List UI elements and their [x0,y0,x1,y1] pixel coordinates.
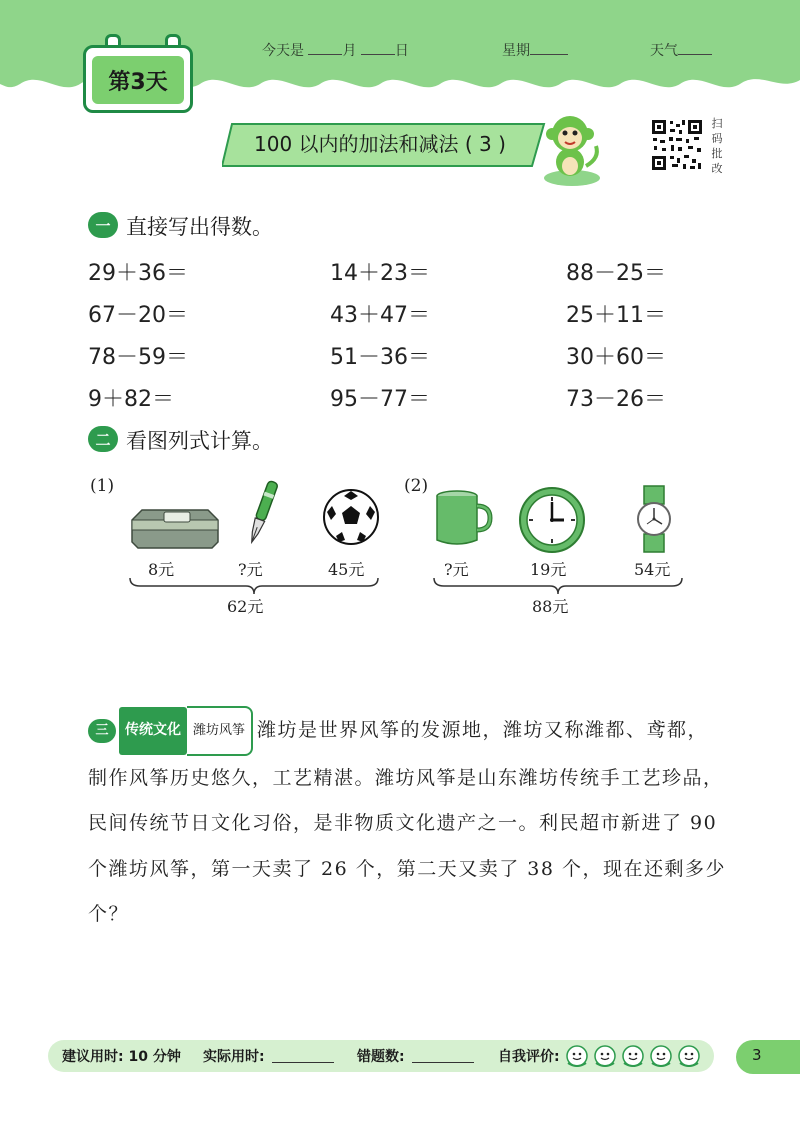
date-label: 日 [394,43,409,59]
wristwatch-icon [634,484,674,554]
page-number-tab [736,1040,800,1074]
equation: 30＋60＝ [566,345,666,370]
equation: 78－59＝ [88,345,188,370]
equation: 73－26＝ [566,387,666,412]
equation: 14＋23＝ [330,261,430,286]
price-label: 54元 [634,560,671,579]
equation: 9＋82＝ [88,387,174,412]
culture-tag: 传统文化 [119,707,187,755]
wall-clock-icon [518,486,586,554]
actual-time-label: 实际用时: [203,1049,265,1065]
weekday-label: 星期 [502,43,530,59]
month-label: 月 [342,43,357,59]
section-2-title: 看图列式计算。 [126,429,273,453]
equation: 67－20＝ [88,303,188,328]
price-label: 8元 [148,560,175,579]
rating-face-icon[interactable] [622,1045,644,1067]
month-blank[interactable] [308,40,342,55]
qr-code-icon[interactable] [650,118,704,172]
topic-tag: 潍坊风筝 [187,706,253,756]
problem-1-label: (1) [90,476,115,496]
brace-icon [432,576,684,596]
price-label: ?元 [444,560,469,579]
brace-icon [128,576,380,596]
fountain-pen-icon [244,478,280,550]
equation: 95－77＝ [330,387,430,412]
errors-blank[interactable] [412,1062,474,1063]
weather-label: 天气 [650,43,678,59]
problem-2-label: (2) [404,476,429,496]
rating-face-icon[interactable] [678,1045,700,1067]
pencil-case-icon [128,502,220,550]
day-badge-label: 第3天 [92,56,184,104]
scan-label-char: 改 [711,162,723,175]
price-label: ?元 [238,560,263,579]
weather-field [650,40,712,60]
rating-face-icon[interactable] [594,1045,616,1067]
soccer-ball-icon [322,488,380,546]
scan-label-char: 码 [711,132,723,145]
mug-icon [432,488,494,548]
scan-label-char: 批 [711,147,723,160]
section-2-number: 二 [88,426,118,452]
section-1-title: 直接写出得数。 [126,215,273,239]
price-label: 19元 [530,560,567,579]
equation: 51－36＝ [330,345,430,370]
actual-time-blank[interactable] [272,1062,334,1063]
equation: 25＋11＝ [566,303,666,328]
equation: 29＋36＝ [88,261,188,286]
rating-face-icon[interactable] [650,1045,672,1067]
section-3-number: 三 [88,719,116,743]
equation: 88－25＝ [566,261,666,286]
section-3-paragraph [88,706,728,938]
monkey-mascot-icon [538,108,604,188]
total-label: 88元 [532,597,569,616]
self-eval-label: 自我评价: [498,1049,560,1065]
date-blank[interactable] [361,40,395,55]
suggested-time: 建议用时: 10 分钟 [62,1049,181,1065]
section-1-number: 一 [88,212,118,238]
weather-blank[interactable] [678,40,712,55]
errors-label: 错题数: [357,1049,405,1065]
weekday-field [502,40,568,60]
weekday-blank[interactable] [530,40,568,55]
page-title: 100 以内的加法和减法 ( 3 ) [254,132,506,156]
day-badge [83,45,193,113]
equation: 43＋47＝ [330,303,430,328]
date-field [262,40,409,60]
scan-label-char: 扫 [711,117,723,130]
today-label: 今天是 [262,43,304,59]
price-label: 45元 [328,560,365,579]
scan-to-grade-label [708,116,726,176]
section-3-text: 潍坊是世界风筝的发源地，潍坊又称潍都、鸢都，制作风筝历史悠久，工艺精湛。潍坊风筝是山东潍坊传统手工艺珍品，民间传统节日文化习俗，是非物质文化遗产之一。利民超市新进了 90 个潍坊风筝，第一天卖了 26 个，第二天又卖了 38 个，现在还剩多少个？ [88,719,727,925]
rating-face-icon[interactable] [566,1045,588,1067]
total-label: 62元 [227,597,264,616]
page-number: 3 [752,1046,762,1064]
